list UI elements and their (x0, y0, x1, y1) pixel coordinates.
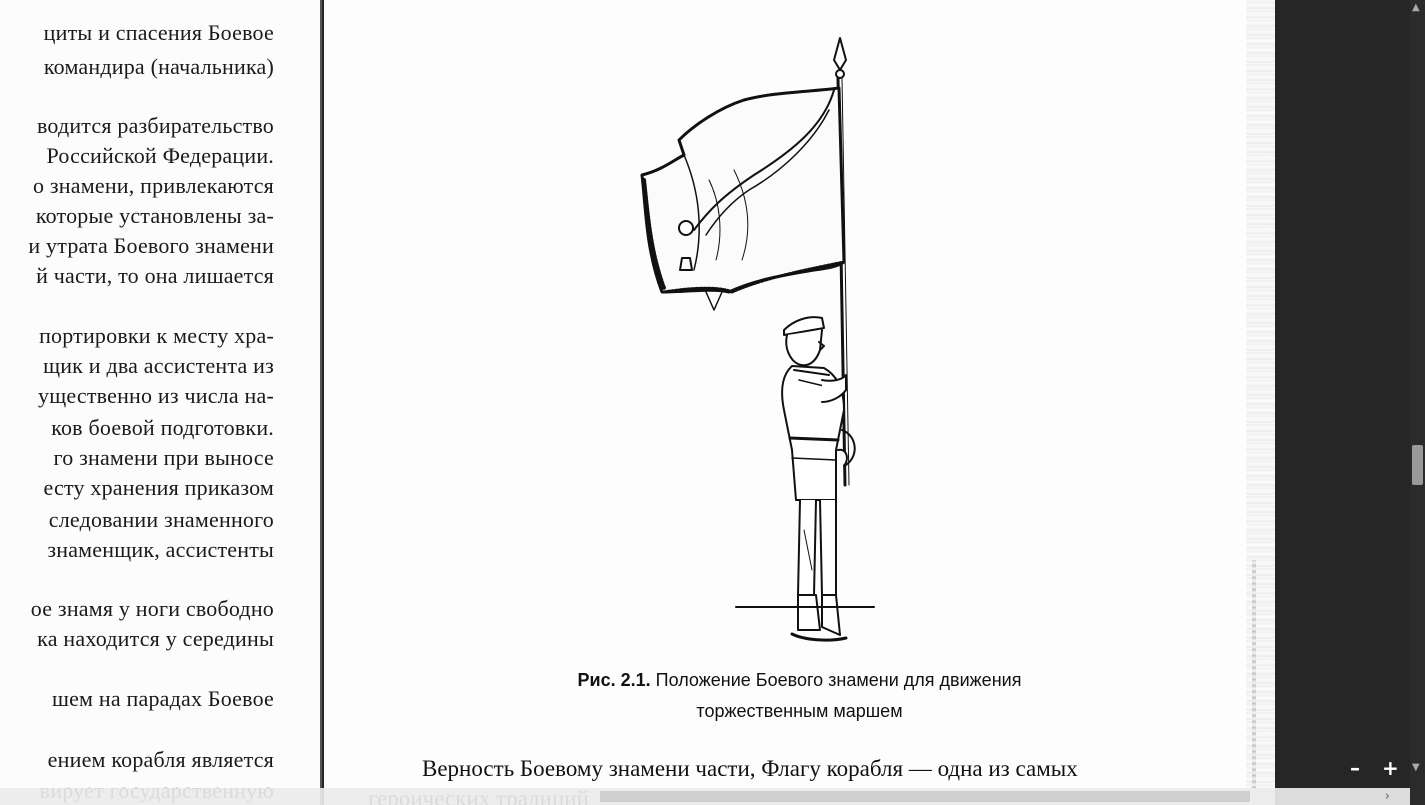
left-text-line: ущественно из числа на- (38, 383, 274, 408)
left-text-line: Российской Федерации. (46, 143, 274, 168)
left-text-line: ением корабля является (47, 747, 274, 772)
left-text-line: и утрата Боевого знамени (28, 233, 274, 258)
left-page (0, 0, 322, 805)
left-text-line: командира (начальника) (43, 54, 274, 79)
chevron-right-icon[interactable]: › (1384, 789, 1390, 804)
left-text-line: циты и спасения Боевое (43, 20, 274, 45)
left-text-line: го знамени при выносе (53, 445, 274, 470)
left-text-line: щик и два ассистента из (43, 353, 274, 378)
left-text-line: есту хранения приказом (43, 475, 274, 500)
figure-caption-text: Положение Боевого знамени для движения (655, 670, 1022, 690)
horizontal-scroll-thumb[interactable] (600, 791, 1250, 802)
left-text-line: ое знамя у ноги свободно (30, 596, 274, 621)
vertical-scrollbar[interactable] (1410, 0, 1425, 805)
flag-bearer-illustration (624, 30, 884, 655)
left-text-line: о знамени, привлекаются (33, 173, 274, 198)
figure-caption-line-1 (324, 670, 1275, 691)
page-gutter (320, 0, 322, 805)
right-page (324, 0, 1275, 805)
left-text-line: ка находится у середины (37, 626, 274, 651)
left-text-line: знаменщик, ассистенты (47, 537, 274, 562)
figure-caption-line-2: торжественным маршем (696, 701, 903, 721)
left-text-line: следовании знаменного (48, 507, 274, 532)
body-text-line: Верность Боевому знамени части, Флагу корабля — одна из самых (422, 756, 1078, 781)
left-text-line: й части, то она лишается (36, 263, 274, 288)
vertical-scroll-thumb[interactable] (1412, 445, 1423, 485)
horizontal-scrollbar[interactable] (0, 788, 1410, 805)
left-text-line: шем на парадах Боевое (51, 686, 274, 711)
left-text-line: портировки к месту хра- (39, 323, 274, 348)
zoom-out-button[interactable]: – (1350, 756, 1360, 780)
figure-caption-label: Рис. 2.1. (577, 670, 651, 690)
left-text-line: которые установлены за- (35, 203, 274, 228)
zoom-in-button[interactable]: + (1382, 756, 1399, 780)
chevron-down-icon[interactable]: ▼ (1412, 762, 1420, 773)
left-text-line: ков боевой подготовки. (51, 415, 274, 440)
left-text-line: водится разбирательство (36, 113, 274, 138)
chevron-up-icon[interactable]: ▲ (1412, 2, 1420, 13)
